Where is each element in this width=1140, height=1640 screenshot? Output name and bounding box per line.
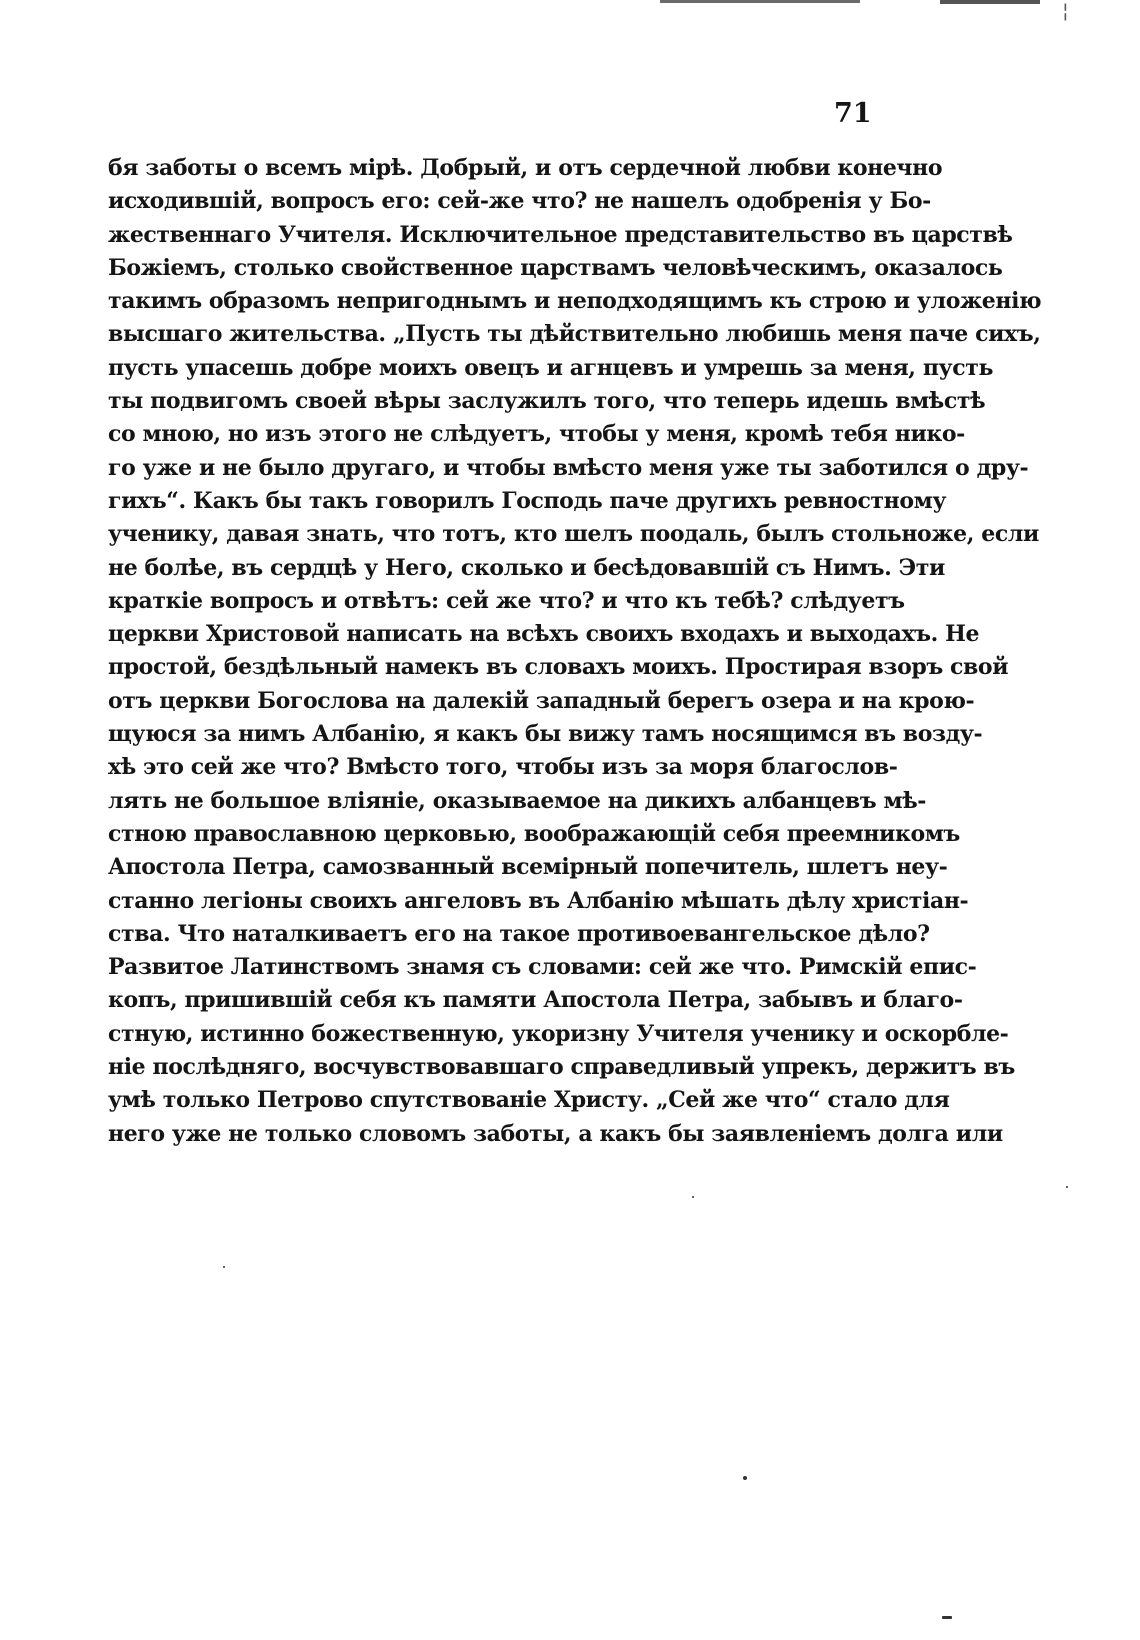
scan-speck bbox=[1066, 1186, 1068, 1188]
text-line: ства. Что наталкиваетъ его на такое противоевангельское дѣло? bbox=[108, 920, 930, 947]
text-line: го уже и не было другаго, и чтобы вмѣсто меня уже ты заботился о дру- bbox=[108, 454, 1029, 481]
scan-speck bbox=[692, 1196, 694, 1198]
text-line: простой, бездѣльный намекъ въ словахъ моихъ. Простирая взоръ свой bbox=[108, 654, 1009, 681]
text-line: него уже не только словомъ заботы, а какъ бы заявленіемъ долга или bbox=[108, 1120, 1003, 1147]
text-line: бя заботы о всемъ мірѣ. Добрый, и отъ сердечной любви конечно bbox=[108, 155, 943, 181]
text-line: щуюся за нимъ Албанію, я какъ бы вижу тамъ носящимся въ возду- bbox=[108, 721, 983, 748]
text-line: гихъ“. Какъ бы такъ говорилъ Господь паче другихъ ревностному bbox=[108, 487, 947, 514]
page-number: 71 bbox=[834, 98, 872, 129]
text-line: умѣ только Петрово спутствованіе Христу. „Сей же что“ стало для bbox=[108, 1087, 950, 1114]
text-line: станно легіоны своихъ ангеловъ въ Албанію мѣшать дѣлу христіан- bbox=[108, 887, 969, 914]
page-body bbox=[108, 152, 1042, 1151]
text-line: Развитое Латинствомъ знамя съ словами: сей же что. Римскій епис- bbox=[108, 954, 977, 981]
text-line: ніе послѣдняго, восчувствовавшаго справедливый упрекъ, держитъ въ bbox=[108, 1054, 1015, 1081]
text-line: жественнаго Учителя. Исключительное представительство въ царствѣ bbox=[108, 221, 1013, 248]
text-line: Божіемъ, столько свойственное царствамъ человѣческимъ, оказалось bbox=[108, 254, 1003, 281]
text-line: церкви Христовой написать на всѣхъ своихъ входахъ и выходахъ. Не bbox=[108, 621, 980, 648]
text-line: копъ, пришившій себя къ памяти Апостола Петра, забывъ и благо- bbox=[108, 987, 963, 1014]
text-line: отъ церкви Богослова на далекій западный берегъ озера и на крою- bbox=[108, 687, 975, 714]
scan-speck bbox=[223, 1266, 225, 1268]
scan-speck bbox=[743, 1476, 747, 1480]
text-line: высшаго жительства. „Пусть ты дѣйствительно любишь меня паче сихъ, bbox=[108, 321, 1041, 348]
text-line: краткіе вопросъ и отвѣтъ: сей же что? и что къ тебѣ? слѣдуетъ bbox=[108, 587, 905, 614]
text-line: хѣ это сей же что? Вмѣсто того, чтобы изъ за моря благослов- bbox=[108, 754, 898, 781]
text-line: такимъ образомъ непригоднымъ и неподходящимъ къ строю и уложенію bbox=[108, 288, 1042, 315]
text-line: лять не большое вліяніе, оказываемое на дикихъ албанцевъ мѣ- bbox=[108, 787, 927, 814]
text-line: Апостола Петра, самозванный всемірный попечитель, шлетъ неу- bbox=[108, 854, 948, 881]
text-line: стную, истинно божественную, укоризну Учителя ученику и оскорбле- bbox=[108, 1020, 1009, 1047]
top-edge-rule bbox=[940, 0, 1040, 4]
top-edge-rule bbox=[660, 0, 860, 3]
text-line: ты подвигомъ своей вѣры заслужилъ того, что теперь идешь вмѣстѣ bbox=[108, 388, 986, 415]
text-line: ученику, давая знать, что тотъ, кто шелъ поодаль, былъ стольноже, если bbox=[108, 521, 1039, 548]
text-line: исходившій, вопросъ его: сей-же что? не нашелъ одобренія у Бо- bbox=[108, 188, 931, 215]
text-line: не болѣе, въ сердцѣ у Него, сколько и бесѣдовавшій съ Нимъ. Эти bbox=[108, 554, 945, 581]
text-line: пусть упасешь добре моихъ овецъ и агнцевъ и умрешь за меня, пусть bbox=[108, 354, 993, 381]
text-line: со мною, но изъ этого не слѣдуетъ, чтобы у меня, кромѣ тебя нико- bbox=[108, 421, 965, 448]
scan-speck bbox=[942, 1616, 952, 1619]
corner-mark: ¦ bbox=[1062, 0, 1069, 22]
text-line: стною православною церковью, воображающій себя преемникомъ bbox=[108, 820, 960, 847]
